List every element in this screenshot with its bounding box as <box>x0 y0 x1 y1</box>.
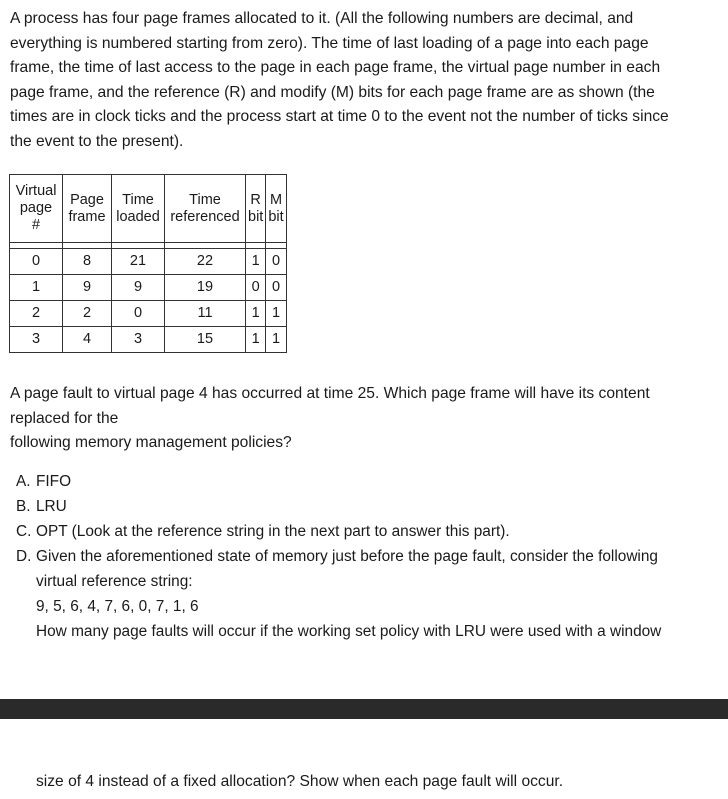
header-text: R <box>250 191 261 208</box>
table-row <box>10 275 287 301</box>
cell-time-referenced: 19 <box>165 275 246 301</box>
header-text: # <box>31 217 41 233</box>
option-text: virtual reference string: <box>36 573 193 590</box>
cell-virtual-page: 1 <box>10 275 63 301</box>
table-row <box>10 327 287 353</box>
header-text: bit <box>248 208 264 225</box>
header-virtual-page <box>10 175 63 243</box>
cell-page-frame: 4 <box>63 327 112 353</box>
cell-r-bit: 1 <box>246 301 266 327</box>
cell-time-referenced: 15 <box>165 327 246 353</box>
cell-m-bit: 0 <box>266 275 286 301</box>
table-row <box>10 301 287 327</box>
intro-line: the event to the present). <box>10 132 184 150</box>
question-line: replaced for the <box>10 409 119 427</box>
cell-r-bit: 1 <box>246 327 266 353</box>
header-text: Virtual <box>15 183 57 199</box>
option-item <box>16 494 722 519</box>
option-marker: B. <box>16 498 31 515</box>
cell-m-bit: 1 <box>266 301 286 327</box>
cell-time-loaded: 0 <box>112 301 165 327</box>
header-text: referenced <box>170 208 240 225</box>
option-marker: A. <box>16 473 31 490</box>
cell-r-bit: 0 <box>246 275 266 301</box>
option-text: FIFO <box>36 473 72 490</box>
intro-line: page frame, and the reference (R) and modify (M) bits for each page frame are as shown (the <box>10 83 655 101</box>
intro-line: A process has four page frames allocated to it. (All the following numbers are decimal, and <box>10 10 634 27</box>
header-r-bit <box>246 175 266 243</box>
header-text: bit <box>268 208 284 225</box>
table-row <box>10 249 287 275</box>
header-text: page <box>19 200 53 216</box>
header-time-referenced <box>165 175 246 243</box>
intro-line: everything is numbered starting from zero). The time of last loading of a page into each page <box>10 34 649 52</box>
cell-time-referenced: 22 <box>165 249 246 275</box>
page-frame-table <box>9 174 287 353</box>
cell-time-referenced: 11 <box>165 301 246 327</box>
option-text: OPT (Look at the reference string in the next part to answer this part). <box>36 523 510 540</box>
cell-m-bit: 1 <box>266 327 286 353</box>
cell-m-bit: 0 <box>266 249 286 275</box>
table-header-row <box>10 175 287 243</box>
cell-virtual-page: 0 <box>10 249 63 275</box>
intro-line: times are in clock ticks and the process start at time 0 to the event not the number of ticks since <box>10 108 669 126</box>
header-time-loaded <box>112 175 165 243</box>
options-list <box>16 469 722 644</box>
cell-page-frame: 9 <box>63 275 112 301</box>
option-text: How many page faults will occur if the working set policy with LRU were used with a window <box>36 623 662 640</box>
cell-time-loaded: 21 <box>112 249 165 275</box>
header-text: Time <box>189 191 221 208</box>
question-line: A page fault to virtual page 4 has occurred at time 25. Which page frame will have its content <box>10 385 650 402</box>
header-page-frame <box>63 175 112 243</box>
option-item <box>16 544 722 644</box>
cell-page-frame: 2 <box>63 301 112 327</box>
question-paragraph <box>10 382 722 456</box>
option-item <box>16 469 722 494</box>
option-item <box>16 519 722 544</box>
cell-time-loaded: 9 <box>112 275 165 301</box>
header-m-bit <box>266 175 286 243</box>
cell-r-bit: 1 <box>246 249 266 275</box>
reference-string: 9, 5, 6, 4, 7, 6, 0, 7, 1, 6 <box>36 598 199 615</box>
header-text: M <box>269 191 283 208</box>
option-text: LRU <box>36 498 67 515</box>
cell-page-frame: 8 <box>63 249 112 275</box>
header-text: frame <box>68 208 106 225</box>
cell-virtual-page: 3 <box>10 327 63 353</box>
header-text: loaded <box>116 208 160 225</box>
intro-line: frame, the time of last access to the page in each page frame, the virtual page number in each <box>10 59 661 77</box>
cell-virtual-page: 2 <box>10 301 63 327</box>
question-line: following memory management policies? <box>10 434 292 452</box>
intro-paragraph <box>10 7 722 155</box>
header-text: Time <box>122 191 154 208</box>
page-break-divider <box>0 699 728 719</box>
continuation-text: size of 4 instead of a fixed allocation? Show when each page fault will occur. <box>36 773 564 790</box>
header-text: Page <box>70 191 104 208</box>
option-text: Given the aforementioned state of memory just before the page fault, consider the following <box>36 548 658 565</box>
option-marker: C. <box>16 523 32 540</box>
cell-time-loaded: 3 <box>112 327 165 353</box>
option-marker: D. <box>16 548 32 565</box>
